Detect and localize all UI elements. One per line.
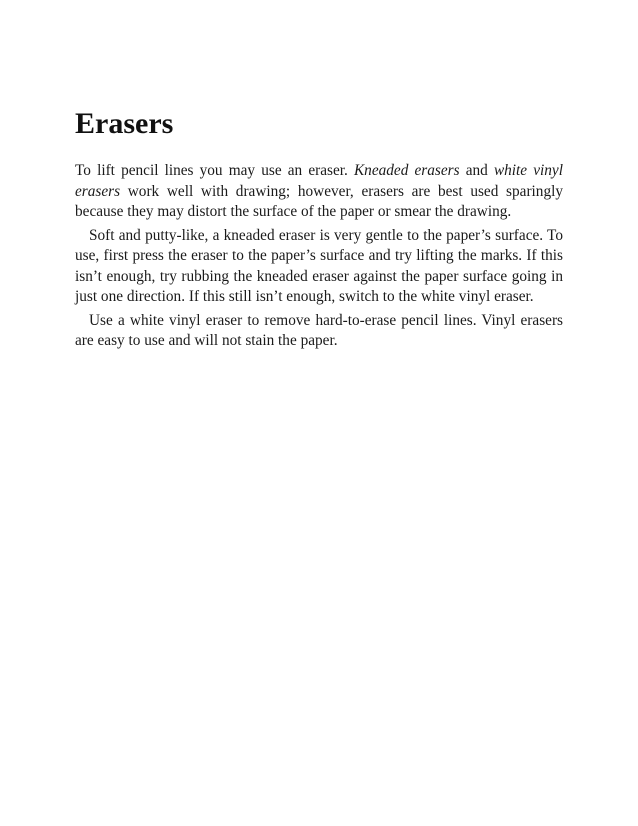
section-heading: Erasers [75, 107, 174, 140]
paragraph-2: Soft and putty-like, a kneaded eraser is very gentle to the paper’s surface. To use, first press the eraser to the paper’s surface and try lifting the marks. If this isn’t enough, try rubbing the kneaded eraser against the paper surface going in just one direction. If this still isn’t enough, switch to the white vinyl eraser. [75, 226, 563, 305]
page-content [75, 104, 563, 352]
paragraph-1-text-c: work well with drawing; however, erasers are best used sparingly because they may distort the surface of the paper or smear the drawing. [75, 182, 563, 220]
white-vinyl-erasers-term: white vinyl erasers [75, 162, 563, 200]
kneaded-erasers-term: Kneaded erasers [353, 162, 460, 179]
paragraph-1-text-b: and [459, 162, 494, 179]
paragraph-3: Use a white vinyl eraser to remove hard-to-erase pencil lines. Vinyl erasers are easy to use and will not stain the paper. [75, 311, 563, 349]
paragraph-1 [75, 161, 563, 223]
paragraph-1-text-a: To lift pencil lines you may use an eraser. [75, 162, 354, 179]
body-text [75, 161, 563, 352]
